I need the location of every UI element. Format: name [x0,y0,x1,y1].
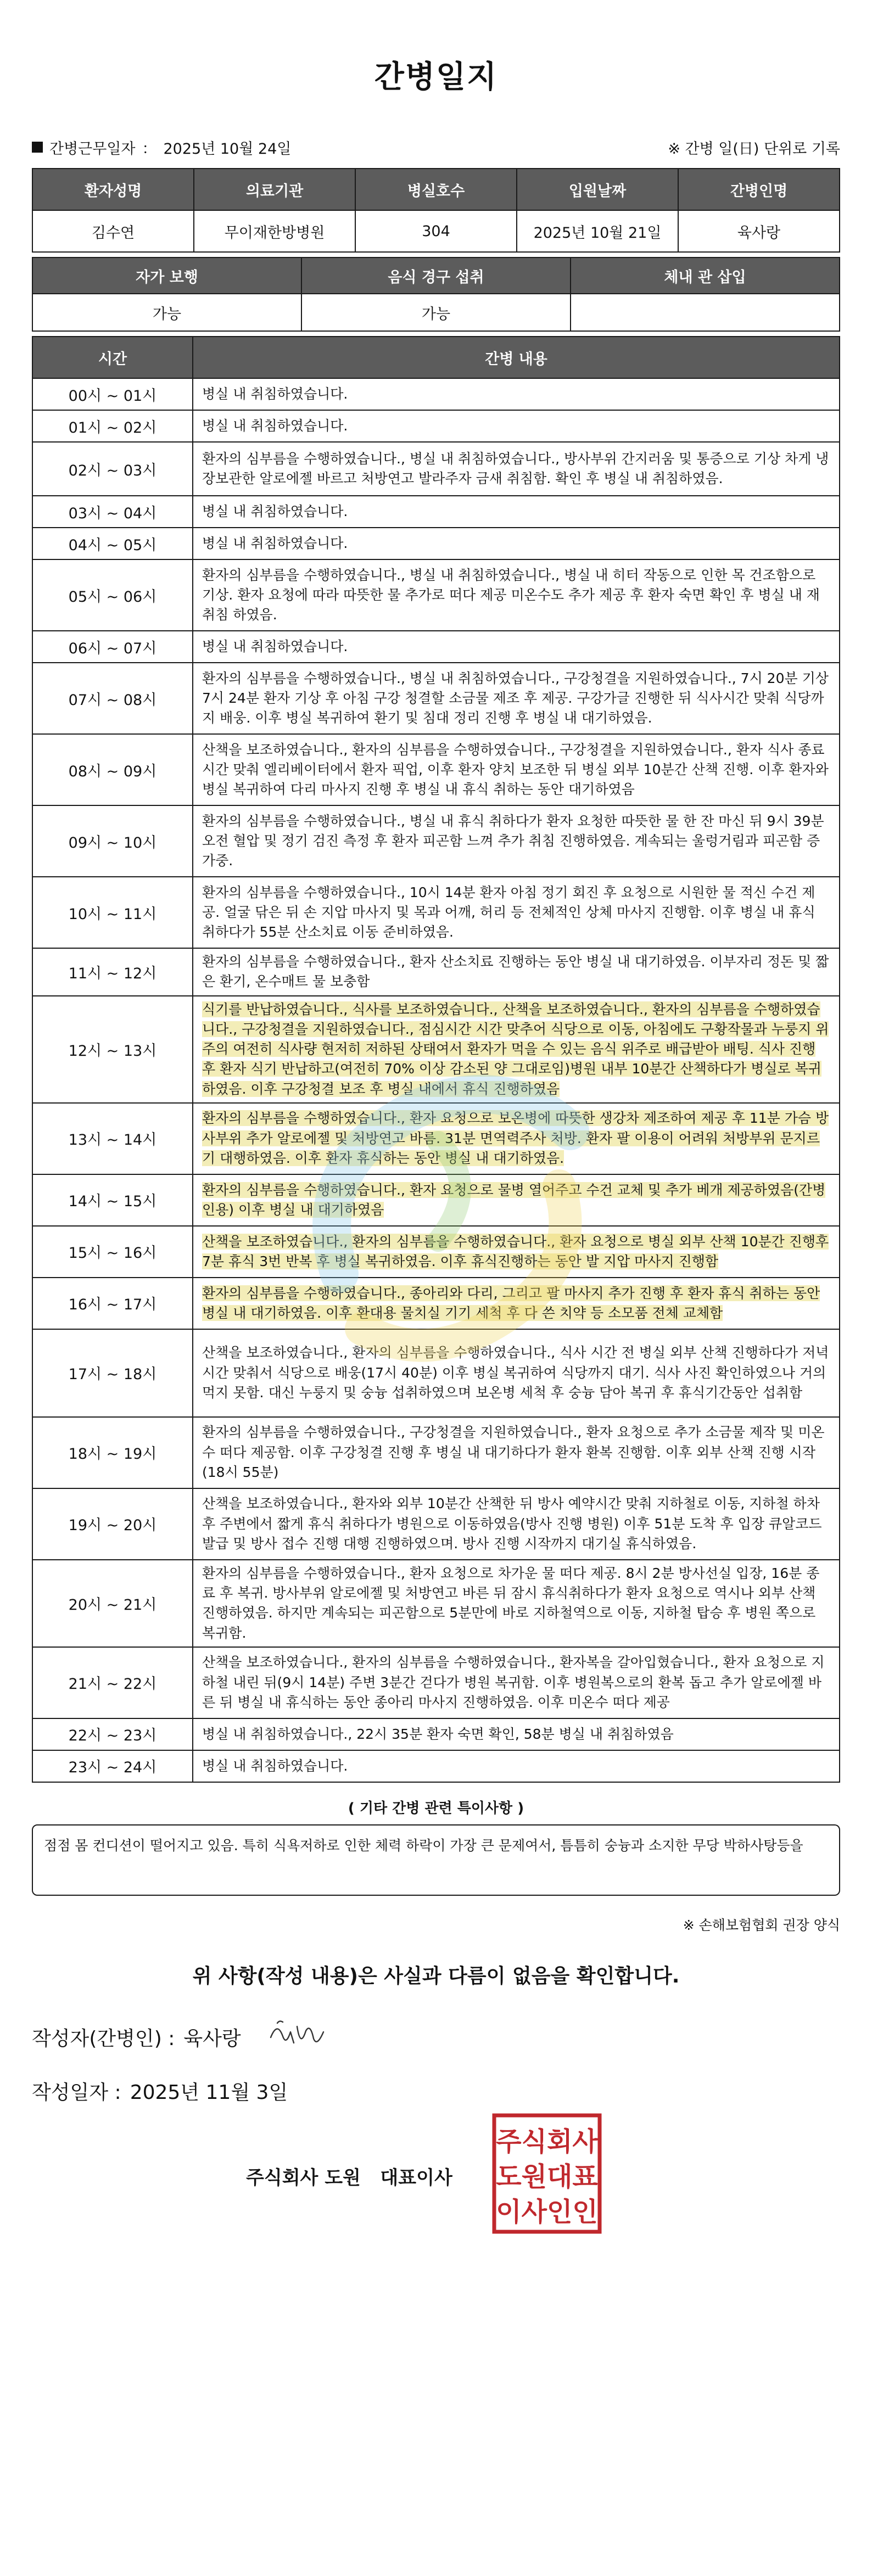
hour-content [193,442,840,496]
company-name: 주식회사 도원 대표이사 [246,2166,452,2189]
room-number: 304 [355,210,517,252]
hourly-log-row [32,1278,840,1329]
hourly-log-row [32,1417,840,1488]
hour-content-text: 병실 내 취침하였습니다. [202,1757,348,1774]
hour-slot: 22시 ~ 23시 [32,1718,193,1750]
hour-content [193,877,840,948]
walking-value: 가능 [32,294,301,331]
hour-slot: 09시 ~ 10시 [32,805,193,877]
hour-slot: 05시 ~ 06시 [32,559,193,631]
hour-content-text: 병실 내 취침하였습니다., 22시 35분 환자 숙면 확인, 58분 병실 내 취침하였음 [202,1726,674,1742]
hourly-log-row [32,528,840,559]
work-date [32,137,291,158]
meta-row [32,131,840,164]
hour-slot: 12시 ~ 13시 [32,996,193,1103]
hour-content [193,1718,840,1750]
hourly-log-row [32,1488,840,1560]
hourly-log-table [32,336,840,1783]
header-caregiver: 간병인명 [678,169,840,210]
hour-content [193,1750,840,1782]
signer-name: 육사랑 [183,2028,241,2051]
header-room: 병실호수 [355,169,517,210]
hospital-name: 무이재한방병원 [194,210,355,252]
hour-content [193,663,840,734]
square-bullet-icon [32,142,43,153]
hour-content [193,378,840,410]
confirmation-statement: 위 사항(작성 내용)은 사실과 다름이 없음을 확인합니다. [192,1964,680,1987]
hourly-log-row [32,805,840,877]
hourly-log-row [32,877,840,948]
hour-slot: 11시 ~ 12시 [32,948,193,996]
hour-content-text: 병실 내 취침하였습니다. [202,638,348,654]
oral-intake-value: 가능 [301,294,571,331]
hour-content [193,805,840,877]
hour-content [193,1174,840,1226]
hour-content-text: 환자의 심부름을 수행하였습니다., 병실 내 취침하였습니다., 방사부위 간지러움 및 통증으로 기상 차게 냉장보관한 알로에젤 바르고 처방연고 발라주자 금새 취침함. 확인 후 병실 내 취침하였음. [202,450,829,486]
signer-label: 작성자(간병인) : [32,2028,175,2051]
hour-slot: 16시 ~ 17시 [32,1278,193,1329]
hour-content [193,1278,840,1329]
hourly-log-row [32,663,840,734]
caregiver-name: 육사랑 [678,210,840,252]
header-hospital: 의료기관 [194,169,355,210]
hour-content-text: 환자의 심부름을 수행하였습니다., 환자 산소치료 진행하는 동안 병실 내 대기하였음. 이부자리 정돈 및 짧은 환기, 온수매트 물 보충함 [202,954,829,990]
patient-info-value-row [32,210,840,252]
hour-slot: 23시 ~ 24시 [32,1750,193,1782]
hour-slot: 06시 ~ 07시 [32,631,193,663]
hourly-log-row [32,442,840,496]
hour-content-text: 환자의 심부름을 수행하였습니다., 병실 내 취침하였습니다., 병실 내 히터 작동으로 인한 목 건조함으로 기상. 환자 요청에 따라 따뜻한 물 추가로 떠다 제공 미온수도 추가 제공 후 환자 숙면 확인 후 병실 내 재취침 하였음. [202,567,820,623]
written-date-value: 2025년 11월 3일 [130,2081,288,2104]
hour-content-text: 식기를 반납하였습니다., 식사를 보조하였습니다., 산책을 보조하였습니다., 환자의 심부름을 수행하였습니다., 구강청결을 지원하였습니다., 점심시간 시간 맞추어 식당으로 이동, 아침에도 구황작물과 누룽지 위주의 여전히 식사량 현저히 저하된 상태여서 환자가 먹을 수 있는 음식 위주로 배급받아 배팅. 식사 진행 후 환자 식기 반납하고(여전히 70% 이상 감소된 양 그대로임)병원 내부 10분간 산책하다가 병실로 복귀하였음. 이후 구강청결 보조 후 병실 내에서 휴식 진행하였음 [202,1001,829,1097]
header-patient-name: 환자성명 [32,169,194,210]
hour-content-text: 병실 내 취침하였습니다. [202,385,348,402]
hourly-log-row [32,1174,840,1226]
hour-content-text: 산책을 보조하였습니다., 환자의 심부름을 수행하였습니다., 환자 요청으로 병실 외부 산책 10분간 진행후 7분 휴식 3번 반복 후 병실 복귀하였음. 이후 휴식진행하는 동안 발 지압 마사지 진행함 [202,1233,829,1269]
hour-slot: 13시 ~ 14시 [32,1103,193,1174]
hourly-log-row [32,996,840,1103]
hour-slot: 08시 ~ 09시 [32,734,193,805]
hour-content [193,1647,840,1718]
hour-content [193,528,840,559]
hour-slot: 18시 ~ 19시 [32,1417,193,1488]
tube-value [571,294,840,331]
hour-slot: 10시 ~ 11시 [32,877,193,948]
hour-slot: 04시 ~ 05시 [32,528,193,559]
hourly-log-row [32,378,840,410]
patient-info-header-row [32,169,840,210]
hour-content [193,996,840,1103]
hour-content-text: 환자의 심부름을 수행하였습니다., 환자 요청으로 물병 열어주고 수건 교체 및 추가 베개 제공하였음(간병인용) 이후 병실 내 대기하였음 [202,1181,826,1218]
hour-content [193,1488,840,1560]
unit-note: ※ 간병 일(日) 단위로 기록 [668,140,840,158]
hourly-log-row [32,496,840,528]
hour-content-text: 산책을 보조하였습니다., 환자의 심부름을 수행하였습니다., 환자복을 갈아입혔습니다., 환자 요청으로 지하철 내린 뒤(9시 14분) 주변 3분간 걷다가 병원 복귀함. 이후 병원복으로의 환복 돕고 추가 알로에젤 바른 뒤 병실 내 휴식하는 동안 종아리 마사지 진행하였음. 이후 미온수 떠다 제공 [202,1654,825,1710]
hour-content-text: 병실 내 취침하였습니다. [202,417,348,434]
hour-content [193,410,840,442]
care-status-value-row [32,294,840,331]
hour-content [193,1226,840,1278]
hourly-log-row [32,734,840,805]
hourly-log-row [32,1718,840,1750]
hourly-log-row [32,559,840,631]
work-date-label: 간병근무일자 [49,140,136,158]
hourly-log-row [32,1560,840,1647]
hour-content-text: 환자의 심부름을 수행하였습니다., 구강청결을 지원하였습니다., 환자 요청으로 추가 소금물 제작 및 미온수 떠다 제공함. 이후 구강청결 진행 후 병실 내 대기하다가 환자 환복 진행함. 이후 외부 산책 진행 시작(18시 55분) [202,1424,825,1480]
hour-content [193,734,840,805]
hour-slot: 03시 ~ 04시 [32,496,193,528]
hourly-log-row [32,1750,840,1782]
header-walking: 자가 보행 [32,257,301,294]
hourly-log-row [32,1103,840,1174]
hour-slot: 02시 ~ 03시 [32,442,193,496]
hourly-log-row [32,1329,840,1417]
hour-slot: 15시 ~ 16시 [32,1226,193,1278]
seal-text-line: 도원대표 [496,2161,598,2192]
hour-content [193,496,840,528]
hour-content-text: 산책을 보조하였습니다., 환자의 심부름을 수행하였습니다., 구강청결을 지원하였습니다., 환자 식사 종료 시간 맞춰 엘리베이터에서 환자 픽업, 이후 환자 양치 보조한 뒤 병실 외부 10분간 산책 진행. 이후 환자와 병실 복귀하여 다리 마사지 진행 후 병실 내 휴식 취하는 동안 대기하였음 [202,741,829,798]
hour-slot: 17시 ~ 18시 [32,1329,193,1417]
hour-content [193,559,840,631]
form-footnote: ※ 손해보험협회 권장 양식 [683,1917,840,1933]
header-time: 시간 [32,337,193,378]
admission-date: 2025년 10월 21일 [517,210,678,252]
hourly-log-row [32,410,840,442]
work-date-sep: ： [142,140,157,158]
patient-name: 김수연 [32,210,194,252]
hour-slot: 21시 ~ 22시 [32,1647,193,1718]
hour-content-text: 병실 내 취침하였습니다. [202,535,348,551]
hour-slot: 07시 ~ 08시 [32,663,193,734]
hourly-log-row [32,631,840,663]
header-admission-date: 입원날짜 [517,169,678,210]
seal-text-line: 주식회사 [496,2126,598,2157]
header-tube: 체내 관 삽입 [571,257,840,294]
seal-text-line: 이사인인 [496,2196,598,2227]
hour-content [193,948,840,996]
hour-content-text: 환자의 심부름을 수행하였습니다., 병실 내 취침하였습니다., 구강청결을 지원하였습니다., 7시 20분 기상 7시 24분 환자 기상 후 아침 구강 청결할 소금물 제조 후 제공. 구강가글 진행한 뒤 식사시간 맞춰 식당까지 배웅. 이후 병실 복귀하여 환기 및 침대 정리 진행 후 병실 내 대기하였음. [202,670,829,726]
hour-content-text: 환자의 심부름을 수행하였습니다., 환자 요청으로 보온병에 따뜻한 생강차 제조하여 제공 후 11분 가슴 방사부위 추가 알로에젤 및 처방연고 바름. 31분 면역력주사 처방. 환자 팔 이용이 어려워 처방부위 문지르기 대행하였음. 이후 환자 휴식하는 동안 병실 내 대기하였음. [202,1110,829,1166]
hour-content [193,1560,840,1647]
hour-content [193,1329,840,1417]
hour-content-text: 환자의 심부름을 수행하였습니다., 병실 내 휴식 취하다가 환자 요청한 따뜻한 물 한 잔 마신 뒤 9시 39분 오전 혈압 및 정기 검진 측정 후 환자 피곤함 느껴 추가 취침 진행하였음. 계속되는 울렁거림과 피곤함 증가중. [202,813,824,869]
notes-box: 점점 몸 컨디션이 떨어지고 있음. 특히 식욕저하로 인한 체력 하락이 가장 큰 문제여서, 틈틈히 숭늉과 소지한 무당 박하사탕등을 [32,1824,840,1896]
notes-title: ( 기타 간병 관련 특이사항 ) [348,1800,524,1817]
header-oral-intake: 음식 경구 섭취 [301,257,571,294]
care-log-page [32,0,840,2245]
hour-content-text: 산책을 보조하였습니다., 환자의 심부름을 수행하였습니다., 식사 시간 전 병실 외부 산책 진행하다가 저녁 시간 맞춰서 식당으로 배웅(17시 40분) 이후 병실 복귀하여 식당까지 대기. 식사 사진 확인하였으나 거의 먹지 못함. 대신 누룽지 및 숭늉 섭취하였으며 보온병 세척 후 숭늉 담아 복귀 후 휴식기간동안 섭취함 [202,1345,829,1401]
hour-slot: 01시 ~ 02시 [32,410,193,442]
hour-slot: 19시 ~ 20시 [32,1488,193,1560]
hourly-log-row [32,1647,840,1718]
hour-content-text: 환자의 심부름을 수행하였습니다., 종아리와 다리, 그리고 팔 마사지 추가 진행 후 환자 휴식 취하는 동안 병실 내 대기하였음. 이후 환대용 물치실 기기 세척 후 다 쓴 치약 등 소모품 전체 교체함 [202,1285,820,1321]
written-date-label: 작성일자 : [32,2081,121,2104]
hour-content [193,1103,840,1174]
signer-row [32,2015,840,2059]
hourly-log-header-row [32,337,840,378]
hourly-log-row [32,1226,840,1278]
patient-info-table [32,168,840,253]
written-date-row [32,2075,840,2108]
hour-slot: 14시 ~ 15시 [32,1174,193,1226]
hour-content [193,631,840,663]
care-status-header-row [32,257,840,294]
hourly-log-row [32,948,840,996]
hour-content-text: 환자의 심부름을 수행하였습니다., 10시 14분 환자 아침 정기 회진 후 요청으로 시원한 물 적신 수건 제공. 얼굴 닦은 뒤 손 지압 마사지 및 목과 어깨, 허리 등 전체적인 상체 마사지 진행함. 이후 병실 내 휴식 취하다가 55분 산소치료 이동 준비하였음. [202,884,815,940]
hour-content-text: 산책을 보조하였습니다., 환자와 외부 10분간 산책한 뒤 방사 예약시간 맞춰 지하철로 이동, 지하철 하차 후 주변에서 짧게 휴식 취하다가 병원으로 이동하였음(방사 진행 병원) 이후 51분 도착 후 입장 큐알코드 발급 및 방사 접수 진행 대행 진행하였으며. 방사 진행 시작까지 대기실 휴식하였음. [202,1496,822,1552]
company-seal-icon [492,2113,602,2234]
signature-image [266,2015,332,2059]
header-content: 간병 내용 [193,337,840,378]
hour-slot: 00시 ~ 01시 [32,378,193,410]
hour-content-text: 병실 내 취침하였습니다. [202,503,348,519]
hour-slot: 20시 ~ 21시 [32,1560,193,1647]
hour-content [193,1417,840,1488]
work-date-value: 2025년 10월 24일 [163,140,292,158]
company-row [32,2113,840,2245]
care-status-table [32,257,840,332]
page-title: 간병일지 [374,59,498,95]
hour-content-text: 환자의 심부름을 수행하였습니다., 환자 요청으로 차가운 물 떠다 제공. 8시 2분 방사선실 입장, 16분 종료 후 복귀. 방사부위 알로에젤 및 처방연고 바른 뒤 잠시 휴식취하다가 환자 요청으로 역시나 외부 산책 진행하였음. 하지만 계속되는 피곤함으로 5분만에 바로 지하철역으로 이동, 지하철 탑승 후 병원 쪽으로 복귀함. [202,1565,820,1641]
